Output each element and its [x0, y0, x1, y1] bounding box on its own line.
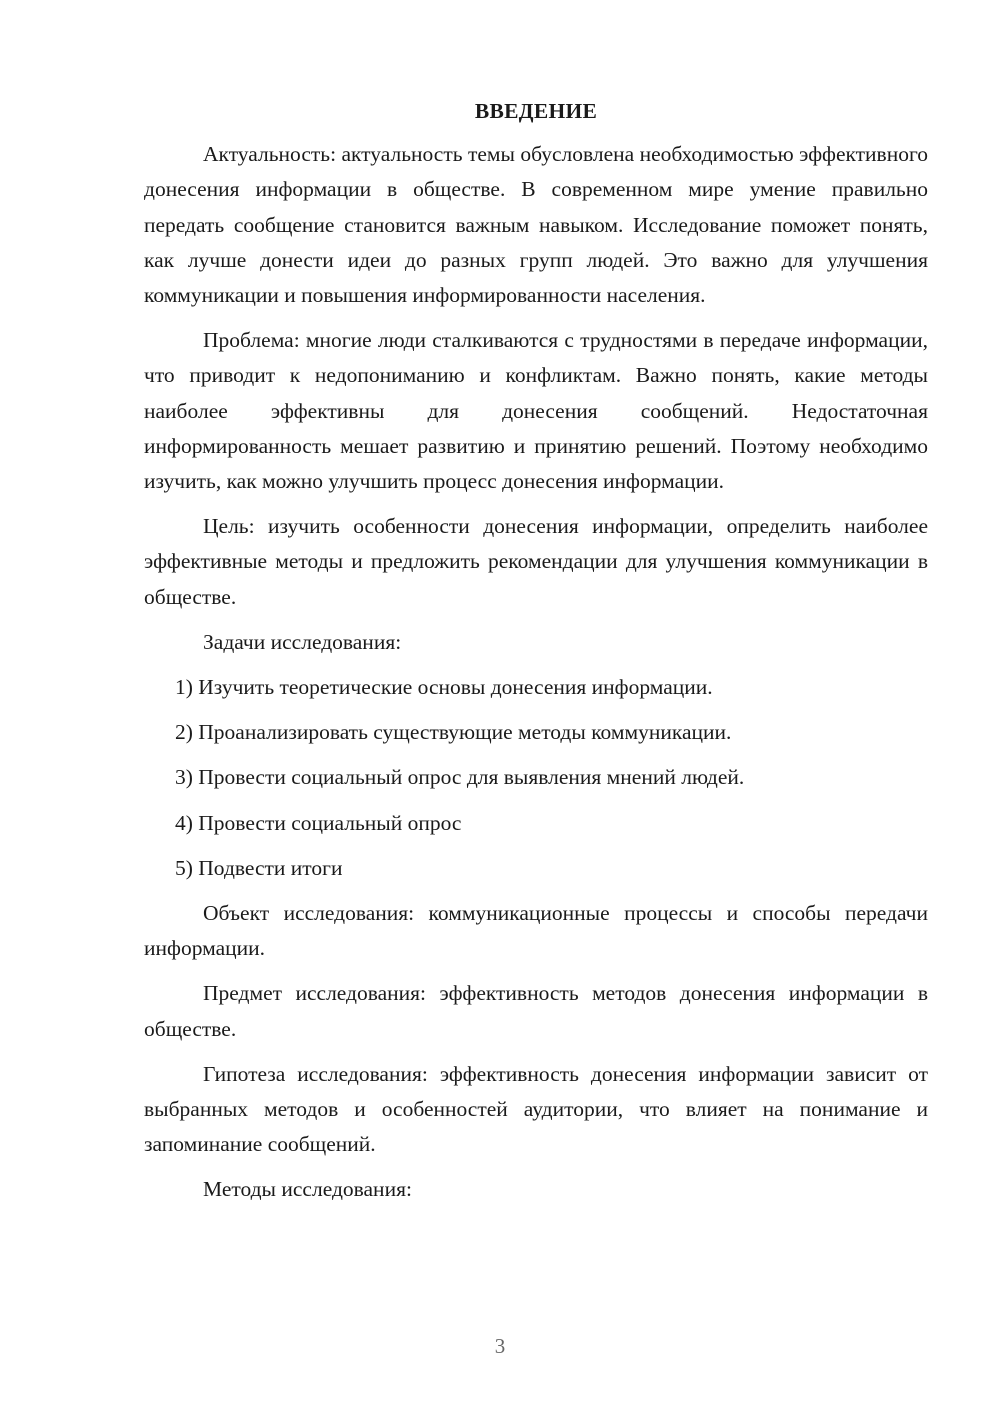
paragraph-tasks-heading: Задачи исследования: [203, 629, 402, 654]
list-item: 3) Провести социальный опрос для выявления мнений людей. [175, 765, 745, 790]
page-number: 3 [494, 1334, 506, 1358]
document-page [144, 94, 928, 1218]
paragraph-problem: Проблема: многие люди сталкиваются с трудностями в передаче информации, что приводит к недопониманию и конфликтам. Важно понять, какие методы наиболее эффективны для донесения сообщений. Недостаточная информированность мешает развитию и принятию решений. Поэтому необходимо изучить, как можно улучшить процесс донесения информации. [144, 328, 928, 494]
list-item: 5) Подвести итоги [175, 855, 343, 880]
section-title: ВВЕДЕНИЕ [474, 99, 598, 123]
list-item: 1) Изучить теоретические основы донесения информации. [175, 675, 713, 700]
paragraph-object: Объект исследования: коммуникационные процессы и способы передачи информации. [144, 901, 928, 961]
paragraph-subject: Предмет исследования: эффективность методов донесения информации в обществе. [144, 981, 928, 1041]
list-item: 2) Проанализировать существующие методы коммуникации. [175, 720, 732, 745]
paragraph-relevance: Актуальность: актуальность темы обусловлена необходимостью эффективного донесения информации в обществе. В современном мире умение правильно передать сообщение становится важным навыком. Исследование поможет понять, как лучше донести идеи до разных групп людей. Это важно для улучшения коммуникации и повышения информированности населения. [144, 142, 928, 308]
list-item: 4) Провести социальный опрос [175, 810, 462, 835]
paragraph-goal: Цель: изучить особенности донесения информации, определить наиболее эффективные методы и предложить рекомендации для улучшения коммуникации в обществе. [144, 514, 928, 609]
tasks-list [144, 670, 928, 886]
paragraph-methods-heading: Методы исследования: [203, 1177, 412, 1202]
paragraph-hypothesis: Гипотеза исследования: эффективность донесения информации зависит от выбранных методов и особенностей аудитории, что влияет на понимание и запоминание сообщений. [144, 1061, 928, 1157]
